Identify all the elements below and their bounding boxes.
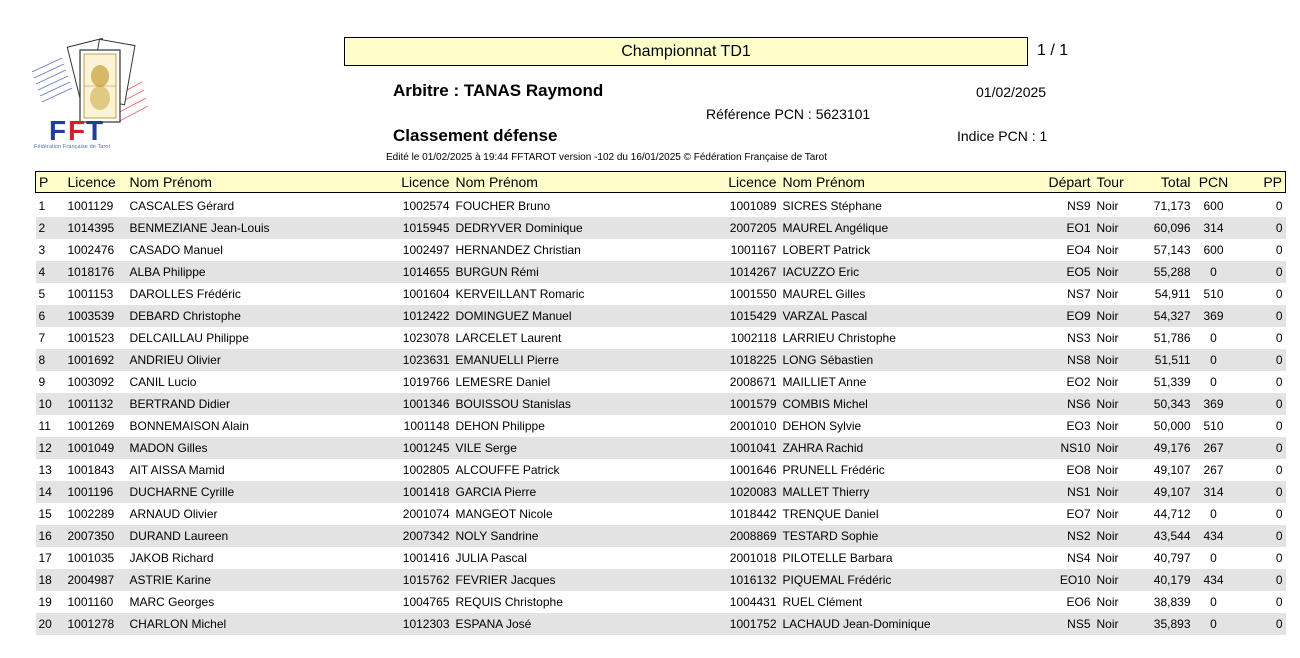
cell-pp: 0 <box>1275 331 1283 345</box>
cell-nom-2: VILE Serge <box>453 437 718 459</box>
cell-nom-1: CANIL Lucio <box>129 375 197 389</box>
cell-pcn: 0 <box>1210 595 1217 609</box>
svg-text:T: T <box>86 115 104 146</box>
cell-licence-2: 2007342 <box>391 525 453 547</box>
cell-licence-2: 1001604 <box>402 287 450 301</box>
results-table <box>35 171 1286 635</box>
cell-rank: 13 <box>38 463 52 477</box>
cell-depart: EO10 <box>1041 569 1094 591</box>
cell-pp: 0 <box>1275 287 1283 301</box>
cell-tour: Noir <box>1094 261 1138 283</box>
table-row <box>36 393 1286 415</box>
cell-nom-2: BURGUN Rémi <box>453 261 718 283</box>
cell-pp: 0 <box>1234 437 1286 459</box>
cell-licence-3: 2008869 <box>718 525 780 547</box>
col-header-nom-1: Nom Prénom <box>127 172 391 193</box>
cell-nom-1: CASADO Manuel <box>129 243 223 257</box>
cell-tour: Noir <box>1096 287 1119 301</box>
cell-nom-2: KERVEILLANT Romaric <box>455 287 585 301</box>
cell-tour: Noir <box>1094 305 1138 327</box>
cell-nom-2: DEHON Philippe <box>455 419 545 433</box>
cell-nom-2: HERNANDEZ Christian <box>455 243 581 257</box>
cell-tour: Noir <box>1094 525 1138 547</box>
cell-rank: 5 <box>38 287 46 301</box>
cell-pcn: 369 <box>1194 393 1234 415</box>
cell-nom-1: JAKOB Richard <box>129 551 214 565</box>
cell-total: 51,511 <box>1138 349 1194 371</box>
cell-licence-2: 1023631 <box>391 349 453 371</box>
cell-total: 43,544 <box>1138 525 1194 547</box>
cell-nom-2: MANGEOT Nicole <box>455 507 553 521</box>
table-row <box>36 327 1286 349</box>
cell-pp: 0 <box>1275 243 1283 257</box>
cell-rank: 6 <box>36 305 65 327</box>
cell-tour: Noir <box>1094 569 1138 591</box>
table-row <box>36 217 1286 239</box>
table-row <box>36 437 1286 459</box>
cell-licence-3: 2008671 <box>729 375 777 389</box>
cell-pcn: 0 <box>1194 261 1234 283</box>
cell-pp: 0 <box>1234 305 1286 327</box>
cell-pcn: 434 <box>1194 569 1234 591</box>
cell-licence-2: 1014655 <box>391 261 453 283</box>
cell-total: 54,327 <box>1138 305 1194 327</box>
cell-licence-1: 1003092 <box>67 375 115 389</box>
table-row <box>36 305 1286 327</box>
cell-licence-1: 1001692 <box>65 349 127 371</box>
cell-pp: 0 <box>1275 199 1283 213</box>
cell-pcn: 314 <box>1194 217 1234 239</box>
indice-label: Indice PCN : 1 <box>957 128 1048 144</box>
cell-total: 71,173 <box>1153 199 1191 213</box>
cell-pp: 0 <box>1234 217 1286 239</box>
cell-nom-2: GARCIA Pierre <box>453 481 718 503</box>
date-label: 01/02/2025 <box>976 84 1047 100</box>
cell-licence-2: 1019766 <box>402 375 450 389</box>
table-row <box>36 481 1286 503</box>
cell-depart: NS7 <box>1067 287 1091 301</box>
cell-licence-2: 1002574 <box>402 199 450 213</box>
cell-depart: NS10 <box>1041 437 1094 459</box>
col-header-p: P <box>36 172 65 193</box>
cell-licence-2: 1015945 <box>391 217 453 239</box>
cell-licence-3: 1018225 <box>718 349 780 371</box>
cell-licence-2: 2001074 <box>402 507 450 521</box>
cell-nom-1: CASCALES Gérard <box>129 199 235 213</box>
cell-nom-1: BENMEZIANE Jean-Louis <box>127 217 391 239</box>
cell-pcn: 0 <box>1194 613 1234 635</box>
table-row <box>36 239 1286 261</box>
cell-licence-1: 1001049 <box>65 437 127 459</box>
col-header-tour: Tour <box>1094 172 1138 193</box>
cell-nom-3: PILOTELLE Barbara <box>782 551 893 565</box>
cell-pcn: 434 <box>1194 525 1234 547</box>
cell-licence-1: 1002476 <box>67 243 115 257</box>
col-header-licence-3: Licence <box>718 172 780 193</box>
cell-nom-2: DOMINGUEZ Manuel <box>453 305 718 327</box>
cell-nom-1: ARNAUD Olivier <box>129 507 218 521</box>
page-title: Championnat TD1 <box>344 37 1028 66</box>
cell-rank: 17 <box>38 551 52 565</box>
cell-total: 50,343 <box>1138 393 1194 415</box>
cell-rank: 14 <box>36 481 65 503</box>
cell-pcn: 0 <box>1210 331 1217 345</box>
cell-tour: Noir <box>1094 481 1138 503</box>
svg-text:F: F <box>68 115 86 146</box>
cell-licence-2: 1001148 <box>403 419 450 433</box>
cell-nom-2: EMANUELLI Pierre <box>453 349 718 371</box>
cell-pcn: 369 <box>1194 305 1234 327</box>
cell-pp: 0 <box>1275 507 1283 521</box>
cell-pcn: 0 <box>1194 349 1234 371</box>
cell-licence-3: 1001752 <box>718 613 780 635</box>
cell-licence-1: 1001035 <box>67 551 115 565</box>
cell-rank: 12 <box>36 437 65 459</box>
cell-nom-3: LACHAUD Jean-Dominique <box>780 613 1041 635</box>
cell-pp: 0 <box>1275 463 1283 477</box>
cell-depart: EO9 <box>1041 305 1094 327</box>
cell-pp: 0 <box>1234 349 1286 371</box>
cell-licence-3: 1001646 <box>729 463 777 477</box>
page-number: 1 / 1 <box>1037 42 1069 59</box>
cell-licence-3: 1001579 <box>718 393 780 415</box>
cell-nom-1: MARC Georges <box>129 595 215 609</box>
cell-total: 49,176 <box>1138 437 1194 459</box>
cell-licence-3: 1015429 <box>718 305 780 327</box>
cell-pcn: 314 <box>1194 481 1234 503</box>
cell-pcn: 0 <box>1210 507 1217 521</box>
cell-nom-2: REQUIS Christophe <box>455 595 563 609</box>
cell-nom-3: RUEL Clément <box>782 595 863 609</box>
cell-depart: EO6 <box>1066 595 1091 609</box>
cell-tour: Noir <box>1096 331 1119 345</box>
cell-licence-1: 1001132 <box>65 393 127 415</box>
table-row <box>36 613 1286 635</box>
cell-licence-2: 1023078 <box>402 331 450 345</box>
cell-rank: 3 <box>38 243 46 257</box>
cell-licence-3: 1020083 <box>718 481 780 503</box>
cell-nom-3: MAILLIET Anne <box>782 375 867 389</box>
cell-pp: 0 <box>1234 393 1286 415</box>
table-row <box>36 261 1286 283</box>
cell-rank: 1 <box>38 199 46 213</box>
cell-nom-1: BERTRAND Didier <box>127 393 391 415</box>
table-row <box>36 283 1286 305</box>
table-row <box>36 569 1286 591</box>
cell-licence-2: 1004765 <box>402 595 450 609</box>
cell-pcn: 267 <box>1203 463 1224 477</box>
cell-nom-2: DEDRYVER Dominique <box>453 217 718 239</box>
cell-tour: Noir <box>1094 437 1138 459</box>
cell-total: 44,712 <box>1153 507 1191 521</box>
cell-licence-2: 1001346 <box>391 393 453 415</box>
cell-tour: Noir <box>1096 375 1119 389</box>
cell-rank: 18 <box>36 569 65 591</box>
cell-nom-3: PIQUEMAL Frédéric <box>780 569 1041 591</box>
cell-nom-3: MALLET Thierry <box>780 481 1041 503</box>
edited-note: Edité le 01/02/2025 à 19:44 FFTAROT version -102 du 16/01/2025 © Fédération Française de Tarot <box>386 152 827 163</box>
cell-licence-2: 1015762 <box>391 569 453 591</box>
cell-licence-1: 1001153 <box>67 287 114 301</box>
col-header-nom-2: Nom Prénom <box>453 172 718 193</box>
cell-licence-3: 1004431 <box>729 595 777 609</box>
cell-nom-2: JULIA Pascal <box>455 551 527 565</box>
cell-depart: NS9 <box>1067 199 1091 213</box>
col-header-pp: PP <box>1234 172 1286 193</box>
cell-rank: 19 <box>38 595 52 609</box>
cell-pp: 0 <box>1275 595 1283 609</box>
cell-nom-1: DUCHARNE Cyrille <box>127 481 391 503</box>
cell-licence-2: 1002497 <box>402 243 450 257</box>
cell-depart: EO5 <box>1041 261 1094 283</box>
cell-depart: EO4 <box>1066 243 1091 257</box>
cell-licence-1: 2007350 <box>65 525 127 547</box>
cell-licence-1: 1001843 <box>67 463 115 477</box>
cell-nom-3: LONG Sébastien <box>780 349 1041 371</box>
cell-licence-1: 1001196 <box>65 481 127 503</box>
cell-licence-1: 1001129 <box>67 199 114 213</box>
cell-nom-1: DEBARD Christophe <box>127 305 391 327</box>
col-header-nom-3: Nom Prénom <box>780 172 1041 193</box>
cell-tour: Noir <box>1096 243 1119 257</box>
cell-licence-3: 2007205 <box>718 217 780 239</box>
cell-nom-2: ALCOUFFE Patrick <box>455 463 560 477</box>
cell-tour: Noir <box>1094 217 1138 239</box>
cell-nom-1: DELCAILLAU Philippe <box>129 331 249 345</box>
cell-nom-3: ZAHRA Rachid <box>780 437 1041 459</box>
cell-licence-2: 1001418 <box>391 481 453 503</box>
cell-licence-3: 1001041 <box>718 437 780 459</box>
cell-rank: 2 <box>36 217 65 239</box>
cell-rank: 10 <box>36 393 65 415</box>
cell-total: 50,000 <box>1153 419 1191 433</box>
cell-depart: NS8 <box>1041 349 1094 371</box>
cell-licence-1: 1014395 <box>65 217 127 239</box>
cell-nom-3: VARZAL Pascal <box>780 305 1041 327</box>
cell-nom-1: AIT AISSA Mamid <box>129 463 225 477</box>
cell-licence-1: 1001278 <box>65 613 127 635</box>
cell-pp: 0 <box>1234 569 1286 591</box>
cell-rank: 16 <box>36 525 65 547</box>
cell-nom-3: SICRES Stéphane <box>782 199 882 213</box>
arbitre-label: Arbitre : TANAS Raymond <box>393 81 604 100</box>
cell-nom-1: ANDRIEU Olivier <box>127 349 391 371</box>
cell-licence-2: 1001245 <box>391 437 453 459</box>
cell-pp: 0 <box>1234 481 1286 503</box>
cell-nom-1: CHARLON Michel <box>127 613 391 635</box>
cell-rank: 9 <box>38 375 46 389</box>
cell-nom-3: TESTARD Sophie <box>780 525 1041 547</box>
cell-licence-3: 1001167 <box>730 243 777 257</box>
cell-total: 60,096 <box>1138 217 1194 239</box>
cell-nom-1: ASTRIE Karine <box>127 569 391 591</box>
logo-caption: Fédération Française de Tarot <box>34 144 111 150</box>
table-row <box>36 503 1286 525</box>
cell-pcn: 510 <box>1203 287 1224 301</box>
cell-tour: Noir <box>1096 199 1119 213</box>
cell-licence-1: 1001160 <box>67 595 114 609</box>
cell-depart: EO3 <box>1066 419 1091 433</box>
cell-total: 51,339 <box>1153 375 1191 389</box>
cell-nom-3: DEHON Sylvie <box>782 419 862 433</box>
cell-licence-2: 1012303 <box>391 613 453 635</box>
cell-pcn: 600 <box>1203 199 1224 213</box>
cell-tour: Noir <box>1094 613 1138 635</box>
cell-tour: Noir <box>1096 551 1119 565</box>
cell-total: 38,839 <box>1153 595 1191 609</box>
cell-licence-1: 2004987 <box>65 569 127 591</box>
cell-pcn: 267 <box>1194 437 1234 459</box>
cell-rank: 20 <box>36 613 65 635</box>
cell-licence-2: 1002805 <box>402 463 450 477</box>
cell-licence-3: 1001089 <box>729 199 777 213</box>
cell-depart: EO1 <box>1041 217 1094 239</box>
table-header <box>36 172 1286 193</box>
table-row <box>36 371 1286 393</box>
cell-nom-1: BONNEMAISON Alain <box>129 419 249 433</box>
cell-depart: EO2 <box>1066 375 1091 389</box>
cell-licence-3: 1018442 <box>729 507 777 521</box>
table-row <box>36 415 1286 437</box>
col-header-total: Total <box>1138 172 1194 193</box>
cell-nom-1: MADON Gilles <box>127 437 391 459</box>
cell-licence-1: 1001523 <box>67 331 115 345</box>
cell-depart: NS5 <box>1041 613 1094 635</box>
cell-depart: NS1 <box>1041 481 1094 503</box>
reference-label: Référence PCN : 5623101 <box>706 106 871 122</box>
cell-tour: Noir <box>1094 349 1138 371</box>
cell-pcn: 0 <box>1210 375 1217 389</box>
cell-nom-2: BOUISSOU Stanislas <box>453 393 718 415</box>
cell-nom-3: LOBERT Patrick <box>782 243 871 257</box>
cell-nom-3: MAUREL Gilles <box>782 287 866 301</box>
cell-total: 49,107 <box>1153 463 1191 477</box>
cell-pcn: 0 <box>1210 551 1217 565</box>
cell-tour: Noir <box>1094 393 1138 415</box>
cell-licence-3: 2001018 <box>729 551 777 565</box>
cell-licence-3: 2001010 <box>729 419 777 433</box>
cell-licence-2: 1012422 <box>391 305 453 327</box>
cell-nom-2: FOUCHER Bruno <box>455 199 551 213</box>
cell-licence-1: 1003539 <box>65 305 127 327</box>
cell-pcn: 510 <box>1203 419 1224 433</box>
cell-nom-3: MAUREL Angélique <box>780 217 1041 239</box>
cell-nom-3: LARRIEU Christophe <box>782 331 896 345</box>
svg-text:F: F <box>49 115 67 146</box>
col-header-licence-2: Licence <box>391 172 453 193</box>
cell-depart: EO7 <box>1066 507 1091 521</box>
cell-depart: NS2 <box>1041 525 1094 547</box>
cell-licence-2: 1001416 <box>402 551 450 565</box>
table-row <box>36 459 1286 481</box>
cell-tour: Noir <box>1096 463 1119 477</box>
cell-pp: 0 <box>1275 375 1283 389</box>
cell-rank: 11 <box>38 419 51 433</box>
cell-total: 35,893 <box>1138 613 1194 635</box>
cell-licence-1: 1002289 <box>67 507 115 521</box>
cell-licence-1: 1001269 <box>67 419 115 433</box>
cell-nom-2: LARCELET Laurent <box>455 331 562 345</box>
cell-licence-1: 1018176 <box>65 261 127 283</box>
cell-total: 40,797 <box>1153 551 1191 565</box>
cell-nom-2: ESPANA José <box>453 613 718 635</box>
cell-licence-3: 1016132 <box>718 569 780 591</box>
cell-nom-2: NOLY Sandrine <box>453 525 718 547</box>
col-header-licence-1: Licence <box>65 172 127 193</box>
cell-rank: 4 <box>36 261 65 283</box>
cell-nom-3: PRUNELL Frédéric <box>782 463 885 477</box>
cell-pp: 0 <box>1234 613 1286 635</box>
cell-nom-1: DAROLLES Frédéric <box>129 287 241 301</box>
table-row <box>36 195 1286 217</box>
col-header-depart: Départ <box>1041 172 1094 193</box>
cell-licence-3: 1002118 <box>730 331 777 345</box>
cell-depart: EO8 <box>1066 463 1091 477</box>
cell-tour: Noir <box>1096 419 1119 433</box>
col-header-pcn: PCN <box>1194 172 1234 193</box>
cell-nom-3: TRENQUE Daniel <box>782 507 879 521</box>
cell-tour: Noir <box>1096 595 1119 609</box>
cell-total: 55,288 <box>1138 261 1194 283</box>
cell-total: 49,107 <box>1138 481 1194 503</box>
cell-nom-3: COMBIS Michel <box>780 393 1041 415</box>
cell-rank: 7 <box>38 331 46 345</box>
cell-depart: NS6 <box>1041 393 1094 415</box>
cell-rank: 8 <box>36 349 65 371</box>
cell-total: 40,179 <box>1138 569 1194 591</box>
cell-total: 51,786 <box>1153 331 1191 345</box>
cell-licence-3: 1014267 <box>718 261 780 283</box>
cell-licence-3: 1001550 <box>729 287 777 301</box>
cell-pp: 0 <box>1234 261 1286 283</box>
table-row <box>36 591 1286 613</box>
cell-nom-2: LEMESRE Daniel <box>455 375 551 389</box>
table-row <box>36 525 1286 547</box>
cell-pp: 0 <box>1275 419 1283 433</box>
cell-tour: Noir <box>1096 507 1119 521</box>
cell-depart: NS4 <box>1067 551 1091 565</box>
cell-total: 57,143 <box>1153 243 1191 257</box>
cell-nom-1: ALBA Philippe <box>127 261 391 283</box>
cell-nom-3: IACUZZO Eric <box>780 261 1041 283</box>
cell-nom-1: DURAND Laureen <box>127 525 391 547</box>
cell-nom-2: FEVRIER Jacques <box>453 569 718 591</box>
cell-pcn: 600 <box>1203 243 1224 257</box>
cell-pp: 0 <box>1234 525 1286 547</box>
fft-logo-icon <box>32 36 152 156</box>
classement-title: Classement défense <box>393 126 558 145</box>
table-row <box>36 547 1286 569</box>
table-row <box>36 349 1286 371</box>
cell-pp: 0 <box>1275 551 1283 565</box>
cell-rank: 15 <box>38 507 52 521</box>
cell-total: 54,911 <box>1154 287 1191 301</box>
cell-depart: NS3 <box>1067 331 1091 345</box>
